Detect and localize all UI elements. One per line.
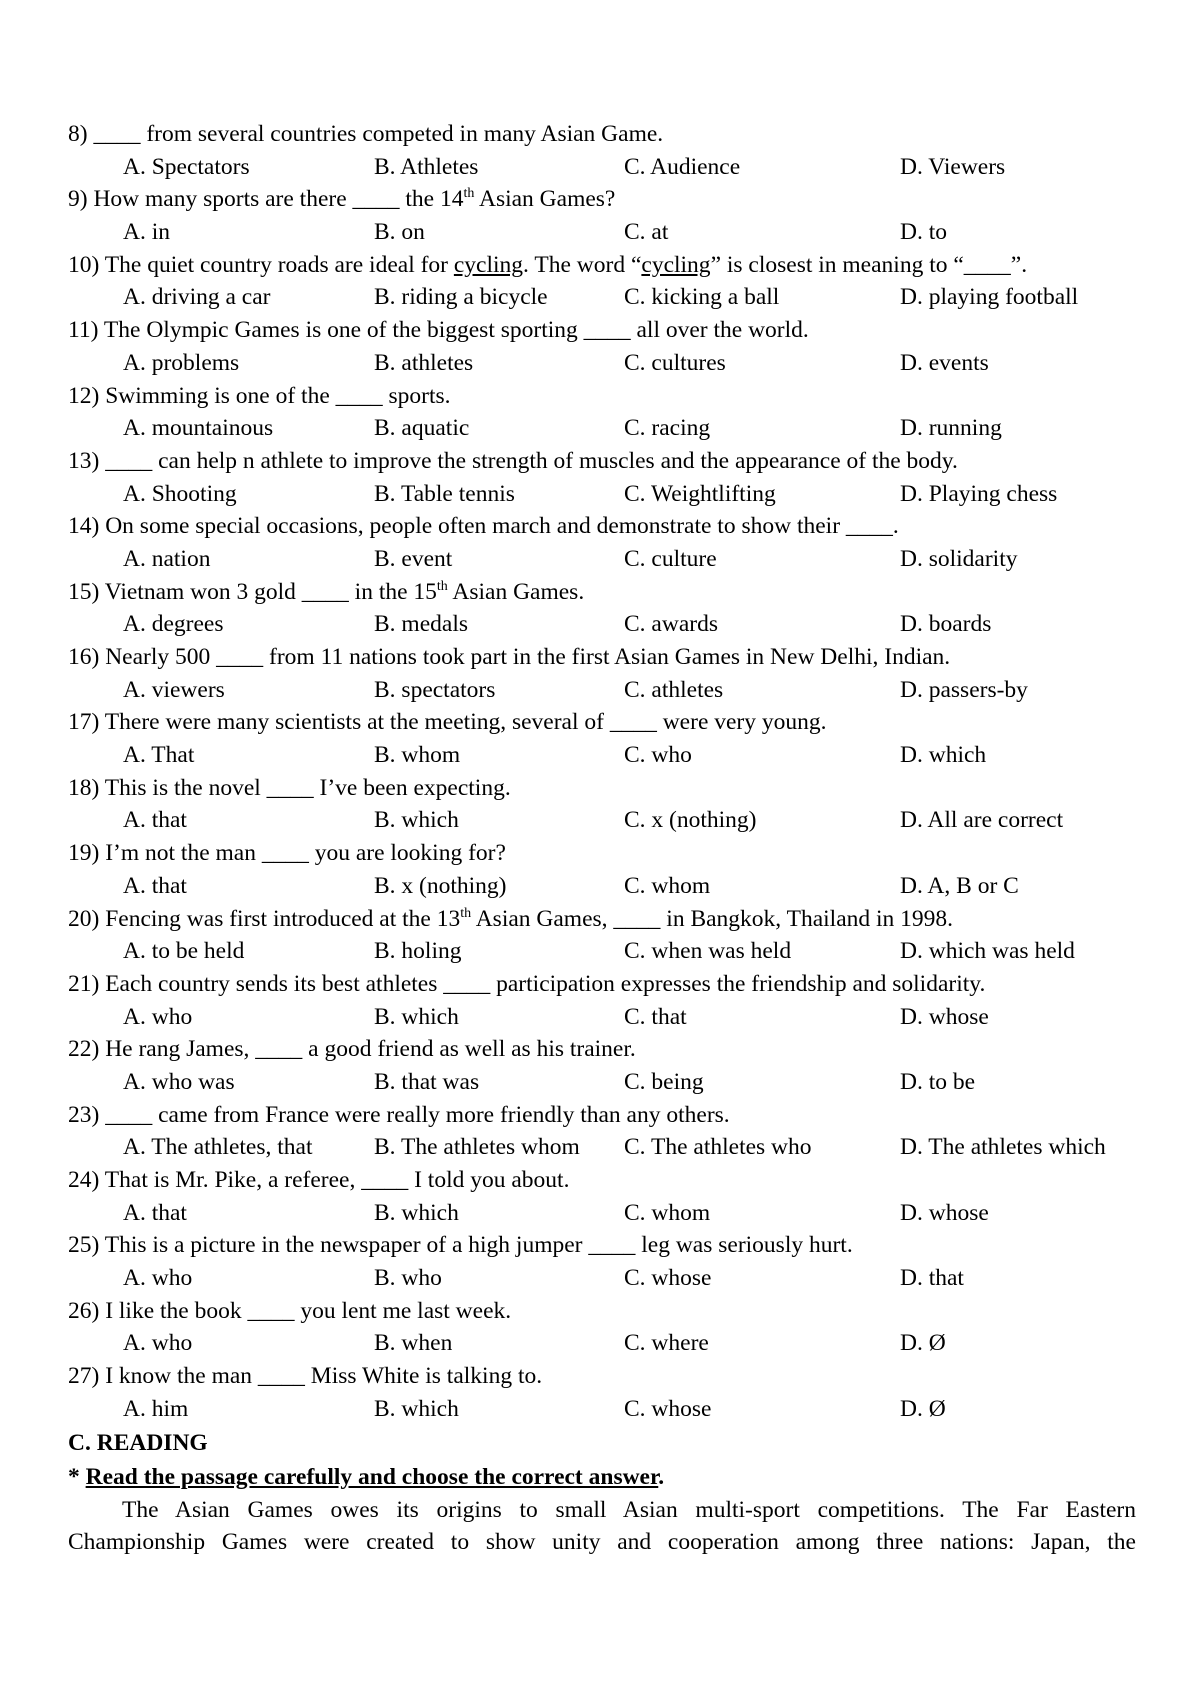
option-a: A. in <box>123 219 170 246</box>
option-a: A. viewers <box>123 676 225 703</box>
option-a: A. Shooting <box>123 480 237 507</box>
question-11: 11) The Olympic Games is one of the biggest sporting ____ all over the world. <box>68 317 809 344</box>
option-a: A. who <box>123 1330 193 1357</box>
options-11 <box>68 347 1138 380</box>
option-a: A. that <box>123 1199 187 1226</box>
option-d: D. Ø <box>900 1330 946 1357</box>
options-8 <box>68 151 1138 184</box>
option-c: C. culture <box>624 545 717 572</box>
reading-instruction: * Read the passage carefully and choose the correct answer. <box>68 1463 665 1490</box>
question-12: 12) Swimming is one of the ____ sports. <box>68 382 451 409</box>
option-c: C. being <box>624 1068 704 1095</box>
options-20 <box>68 935 1138 968</box>
option-a: A. The athletes, that <box>123 1134 313 1161</box>
options-18 <box>68 804 1138 837</box>
options-16 <box>68 674 1138 707</box>
option-a: A. nation <box>123 545 211 572</box>
option-c: C. kicking a ball <box>624 284 780 311</box>
option-b: B. aquatic <box>374 415 470 442</box>
option-c: C. who <box>624 742 692 769</box>
reading-heading: C. READING <box>68 1429 208 1456</box>
option-b: B. on <box>374 219 425 246</box>
option-d: D. All are correct <box>900 807 1064 834</box>
question-14: 14) On some special occasions, people often march and demonstrate to show their ____. <box>68 513 899 540</box>
question-25: 25) This is a picture in the newspaper of a high jumper ____ leg was seriously hurt. <box>68 1232 853 1259</box>
option-c: C. The athletes who <box>624 1134 812 1161</box>
option-d: D. whose <box>900 1199 989 1226</box>
option-a: A. Spectators <box>123 153 250 180</box>
question-13: 13) ____ can help n athlete to improve the strength of muscles and the appearance of the body. <box>68 447 958 474</box>
question-15: 15) Vietnam won 3 gold ____ in the 15th Asian Games. <box>68 578 585 605</box>
option-d: D. playing football <box>900 284 1079 311</box>
options-17 <box>68 739 1138 772</box>
options-25 <box>68 1262 1138 1295</box>
options-27 <box>68 1393 1138 1426</box>
option-a: A. mountainous <box>123 415 274 442</box>
question-9: 9) How many sports are there ____ the 14th Asian Games? <box>68 186 616 213</box>
option-b: B. x (nothing) <box>374 872 507 899</box>
option-b: B. athletes <box>374 349 474 376</box>
option-a: A. That <box>123 742 195 769</box>
question-22: 22) He rang James, ____ a good friend as well as his trainer. <box>68 1036 636 1063</box>
options-13 <box>68 478 1138 511</box>
options-23 <box>68 1131 1138 1164</box>
option-d: D. which <box>900 742 987 769</box>
option-c: C. at <box>624 219 669 246</box>
option-b: B. The athletes whom <box>374 1134 580 1161</box>
options-21 <box>68 1001 1138 1034</box>
option-c: C. athletes <box>624 676 724 703</box>
question-17: 17) There were many scientists at the meeting, several of ____ were very young. <box>68 709 827 736</box>
option-c: C. that <box>624 1003 687 1030</box>
option-c: C. whose <box>624 1395 712 1422</box>
option-d: D. which was held <box>900 938 1075 965</box>
option-b: B. which <box>374 807 459 834</box>
options-19 <box>68 870 1138 903</box>
option-b: B. which <box>374 1395 459 1422</box>
option-a: A. driving a car <box>123 284 271 311</box>
option-d: D. solidarity <box>900 545 1018 572</box>
option-c: C. whom <box>624 1199 711 1226</box>
question-18: 18) This is the novel ____ I’ve been expecting. <box>68 774 511 801</box>
option-c: C. Weightlifting <box>624 480 776 507</box>
question-24: 24) That is Mr. Pike, a referee, ____ I told you about. <box>68 1167 570 1193</box>
option-c: C. awards <box>624 611 718 638</box>
option-a: A. that <box>123 872 187 899</box>
options-9 <box>68 216 1138 249</box>
option-a: A. who <box>123 1265 193 1292</box>
option-a: A. degrees <box>123 611 224 638</box>
option-d: D. whose <box>900 1003 989 1030</box>
option-b: B. whom <box>374 742 461 769</box>
option-a: A. that <box>123 807 187 834</box>
option-b: B. when <box>374 1330 453 1357</box>
option-a: A. problems <box>123 349 240 376</box>
option-d: D. Viewers <box>900 153 1006 180</box>
option-d: D. to be <box>900 1068 976 1095</box>
option-d: D. passers-by <box>900 676 1028 703</box>
option-b: B. spectators <box>374 676 496 703</box>
option-b: B. which <box>374 1199 459 1226</box>
option-c: C. when was held <box>624 938 792 965</box>
option-c: C. Audience <box>624 153 741 180</box>
options-26 <box>68 1327 1138 1360</box>
options-24 <box>68 1197 1138 1230</box>
reading-passage-line-1: The Asian Games owes its origins to small Asian multi-sport competitions. The Far Eastern <box>122 1496 1136 1523</box>
question-8: 8) ____ from several countries competed in many Asian Game. <box>68 121 664 147</box>
option-d: D. events <box>900 349 989 376</box>
option-a: A. him <box>123 1395 189 1422</box>
option-d: D. running <box>900 415 1002 442</box>
option-c: C. x (nothing) <box>624 807 757 834</box>
question-list <box>68 118 1138 1559</box>
question-26: 26) I like the book ____ you lent me last week. <box>68 1297 512 1324</box>
option-b: B. Table tennis <box>374 480 515 507</box>
option-c: C. cultures <box>624 349 726 376</box>
question-21: 21) Each country sends its best athletes ____ participation expresses the friendship and solidarity. <box>68 970 986 997</box>
option-d: D. Playing chess <box>900 480 1058 507</box>
option-b: B. event <box>374 545 453 572</box>
option-c: C. where <box>624 1330 709 1357</box>
question-27: 27) I know the man ____ Miss White is talking to. <box>68 1363 543 1390</box>
options-12 <box>68 412 1138 445</box>
option-b: B. holing <box>374 938 462 965</box>
question-10: 10) The quiet country roads are ideal for cycling. The word “cycling” is closest in meaning to “____”. <box>68 251 1028 278</box>
option-a: A. who was <box>123 1068 235 1095</box>
option-d: D. that <box>900 1265 964 1292</box>
option-d: D. The athletes which <box>900 1134 1106 1161</box>
question-16: 16) Nearly 500 ____ from 11 nations took part in the first Asian Games in New Delhi, Indian. <box>68 644 951 670</box>
option-d: D. to <box>900 219 947 246</box>
option-a: A. who <box>123 1003 193 1030</box>
option-b: B. riding a bicycle <box>374 284 548 311</box>
options-22 <box>68 1066 1138 1099</box>
option-c: C. whose <box>624 1265 712 1292</box>
option-b: B. medals <box>374 611 468 638</box>
option-b: B. which <box>374 1003 459 1030</box>
option-d: D. boards <box>900 611 992 638</box>
option-c: C. racing <box>624 415 711 442</box>
option-d: D. Ø <box>900 1395 946 1422</box>
option-a: A. to be held <box>123 938 245 965</box>
question-19: 19) I’m not the man ____ you are looking for? <box>68 840 506 867</box>
options-14 <box>68 543 1138 576</box>
option-d: D. A, B or C <box>900 872 1019 899</box>
option-b: B. Athletes <box>374 153 479 180</box>
option-c: C. whom <box>624 872 711 899</box>
options-10 <box>68 281 1138 314</box>
reading-passage-line-2: Championship Games were created to show unity and cooperation among three nations: Japan, the <box>68 1529 1136 1556</box>
question-20: 20) Fencing was first introduced at the 13th Asian Games, ____ in Bangkok, Thailand in 1998. <box>68 905 954 932</box>
question-23: 23) ____ came from France were really more friendly than any others. <box>68 1101 730 1128</box>
option-b: B. who <box>374 1265 442 1292</box>
option-b: B. that was <box>374 1068 480 1095</box>
options-15 <box>68 608 1138 641</box>
